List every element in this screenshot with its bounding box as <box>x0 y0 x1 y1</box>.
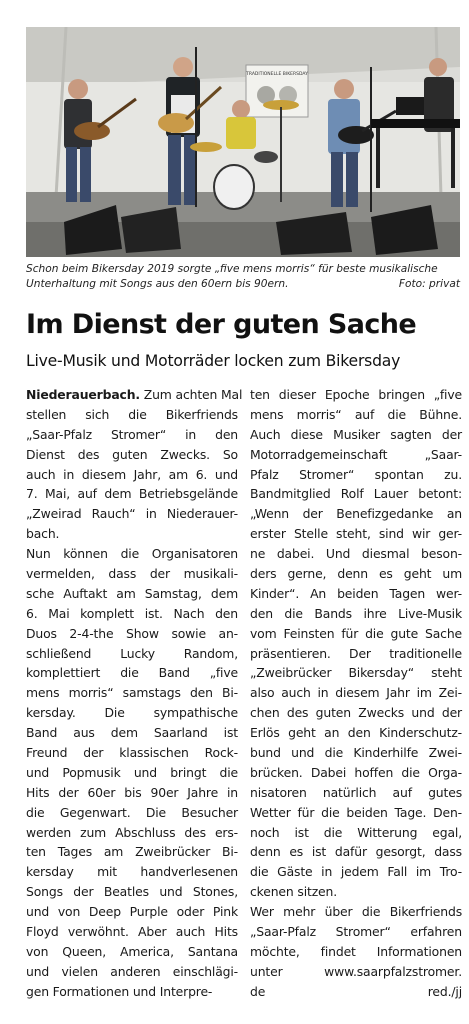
article-line: Motorradgemeinschaft „Saar- <box>250 446 462 462</box>
article-line: Hits der 60er bis 90er Jahre in <box>26 784 238 800</box>
article-line <box>26 385 243 405</box>
article-line: „Saar-Pfalz Stromer“ in den <box>26 426 238 442</box>
article-line: kersday. Die sympathische <box>26 705 238 721</box>
article-line: ders gerne, denn es geht um <box>250 566 462 582</box>
article-line: brücken. Dabei hoffen die Orga- <box>250 764 462 780</box>
caption-line-2: Unterhaltung mit Songs aus den 60ern bis 90ern. <box>26 278 289 290</box>
article-line: werden zum Abschluss des ers- <box>26 824 238 840</box>
article-line: und Popmusik und bringt die <box>26 764 238 780</box>
article-line: Dienst des guten Zwecks. So <box>26 446 238 462</box>
article-line: unter www.saarpfalzstromer. <box>250 963 462 979</box>
article-line: die Gäste in jedem Fall im Tro- <box>250 864 462 880</box>
article-line: Wer mehr über die Bikerfriends <box>250 904 462 920</box>
article-line: präsentieren. Der traditionelle <box>250 645 462 661</box>
article-line: sche Auftakt am Samstag, dem <box>26 585 238 601</box>
article-line: „Zweibrücker Bikersday“ steht <box>250 665 462 681</box>
band-photo <box>26 27 460 257</box>
article-line: „Saar-Pfalz Stromer“ erfahren <box>250 924 462 940</box>
article-line: nisatoren natürlich auf gutes <box>250 784 462 800</box>
dateline: Niederauerbach. <box>26 387 140 402</box>
article-line: möchte, findet Informationen <box>250 943 462 959</box>
article-line: Duos 2-4-the Show sowie an- <box>26 625 238 641</box>
article-line: auch in diesem Jahr, am 6. und <box>26 466 238 482</box>
article-line: „Zweirad Rauch“ in Niederauer- <box>26 506 238 522</box>
article-line-text: Zum achten Mal <box>139 387 243 402</box>
article-line: 7. Mai, auf dem Betriebsgelände <box>26 486 238 502</box>
article-line: also auch in diesem Jahr im Zei- <box>250 685 462 701</box>
article-line: schließend Lucky Random, <box>26 645 238 661</box>
article-line: Songs der Beatles und Stones, <box>26 884 238 900</box>
article-line: 6. Mai komplett ist. Nach den <box>26 605 238 621</box>
article-line: Kinder“. An beiden Tagen wer- <box>250 585 462 601</box>
article-line: ne dabei. Und diesmal beson- <box>250 546 462 562</box>
article-line: Floyd verwöhnt. Aber auch Hits <box>26 924 238 940</box>
article-line: ten dieser Epoche bringen „five <box>250 387 462 402</box>
article-line: die Gegenwart. Die Besucher <box>26 804 238 820</box>
article-line: und von Deep Purple oder Pink <box>26 904 238 920</box>
article-line: chen des guten Zwecks und der <box>250 705 462 721</box>
article-line: mens morris“ auf die Bühne. <box>250 406 462 422</box>
article-line: Freund der klassischen Rock- <box>26 745 238 761</box>
article-line: stellen sich die Bikerfriends <box>26 406 238 422</box>
article-column-right <box>250 385 462 1002</box>
article-line: mens morris“ samstags den Bi- <box>26 685 238 701</box>
article-line: Wetter für die beiden Tage. Den- <box>250 804 462 820</box>
article-column-left <box>26 385 243 1002</box>
photo-caption <box>26 262 460 292</box>
caption-line-1: Schon beim Bikersday 2019 sorgte „five mens morris“ für beste musikalische <box>26 263 438 275</box>
article-line: „Wenn der Benefizgedanke an <box>250 506 462 522</box>
article-line: erster Stelle steht, sind wir ger- <box>250 526 462 542</box>
subheadline: Live-Musik und Motorräder locken zum Bikersday <box>26 352 401 370</box>
article-line: noch ist die Witterung egal, <box>250 824 462 840</box>
article-line: Erlös geht an den Kinderschutz- <box>250 725 462 741</box>
article-line: denn es ist dafür gesorgt, dass <box>250 844 462 860</box>
article-last-line <box>250 982 462 1002</box>
headline: Im Dienst der guten Sache <box>26 309 417 340</box>
author-signature: red./jj <box>427 983 462 999</box>
article-line: bach. <box>26 526 60 542</box>
article-line: komplettiert die Band „five <box>26 665 238 681</box>
article-line: Pfalz Stromer“ spontan zu. <box>250 466 462 482</box>
article-line: Nun können die Organisatoren <box>26 546 238 562</box>
article-line: ten Tages am Zweibrücker Bi- <box>26 844 238 860</box>
article-line: von Queen, America, Santana <box>26 943 238 959</box>
article-line: vermelden, dass der musikali- <box>26 566 238 582</box>
article-line: ckenen sitzen. <box>250 884 338 900</box>
svg-text:TRADITIONELLE BIKERSDAY: TRADITIONELLE BIKERSDAY <box>246 72 308 77</box>
article-line: gen Formationen und Interpre- <box>26 983 213 999</box>
article-line: vom Feinsten für die gute Sache <box>250 625 462 641</box>
article-line: kersday mit handverlesenen <box>26 864 238 880</box>
article-line: und vielen anderen einschlägi- <box>26 963 238 979</box>
photo-credit: Foto: privat <box>398 278 460 290</box>
article-line: Band aus dem Saarland ist <box>26 725 238 741</box>
article-line: Auch diese Musiker sagten der <box>250 426 462 442</box>
url-tail: de <box>250 983 266 999</box>
article-line: bund und die Kinderhilfe Zwei- <box>250 745 462 761</box>
article-line: den die Bands ihre Live-Musik <box>250 605 462 621</box>
article-line: Bandmitglied Rolf Lauer betont: <box>250 486 462 502</box>
